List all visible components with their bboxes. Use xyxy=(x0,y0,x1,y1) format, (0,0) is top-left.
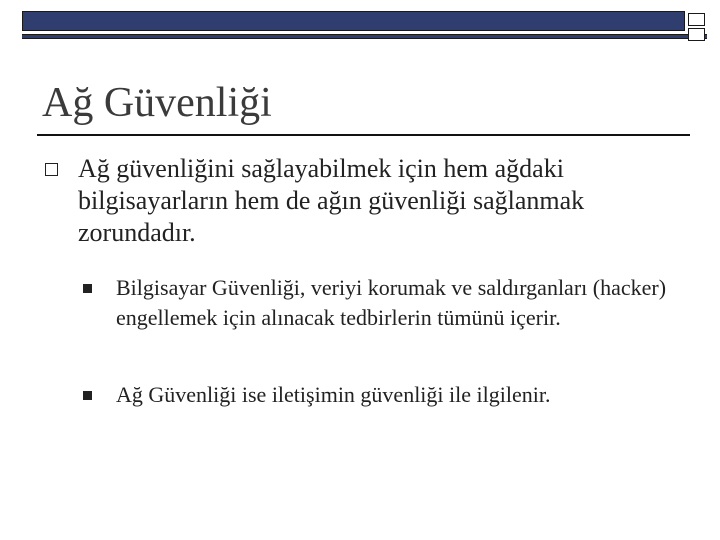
main-bullet-text: Ağ güvenliğini sağlayabilmek için hem ağdaki bilgisayarların hem de ağın güvenliği sağlanmak zorundadır. xyxy=(78,154,585,247)
title-divider xyxy=(37,134,690,136)
filled-square-icon xyxy=(83,284,92,293)
sub-bullet-text: Ağ Güvenliği ise iletişimin güvenliği ile ilgilenir. xyxy=(116,382,551,407)
hollow-square-icon xyxy=(45,163,58,176)
slide-title: Ağ Güvenliği xyxy=(42,80,272,126)
filled-square-icon xyxy=(83,391,92,400)
corner-box-top-icon xyxy=(688,13,705,26)
top-decorative-band xyxy=(22,11,685,31)
top-decorative-line xyxy=(22,34,707,39)
sub-bullet-text: Bilgisayar Güvenliği, veriyi korumak ve saldırganları (hacker) engellemek için alınacak tedbirlerin tümünü içerir. xyxy=(116,275,667,330)
corner-box-bottom-icon xyxy=(688,28,705,41)
